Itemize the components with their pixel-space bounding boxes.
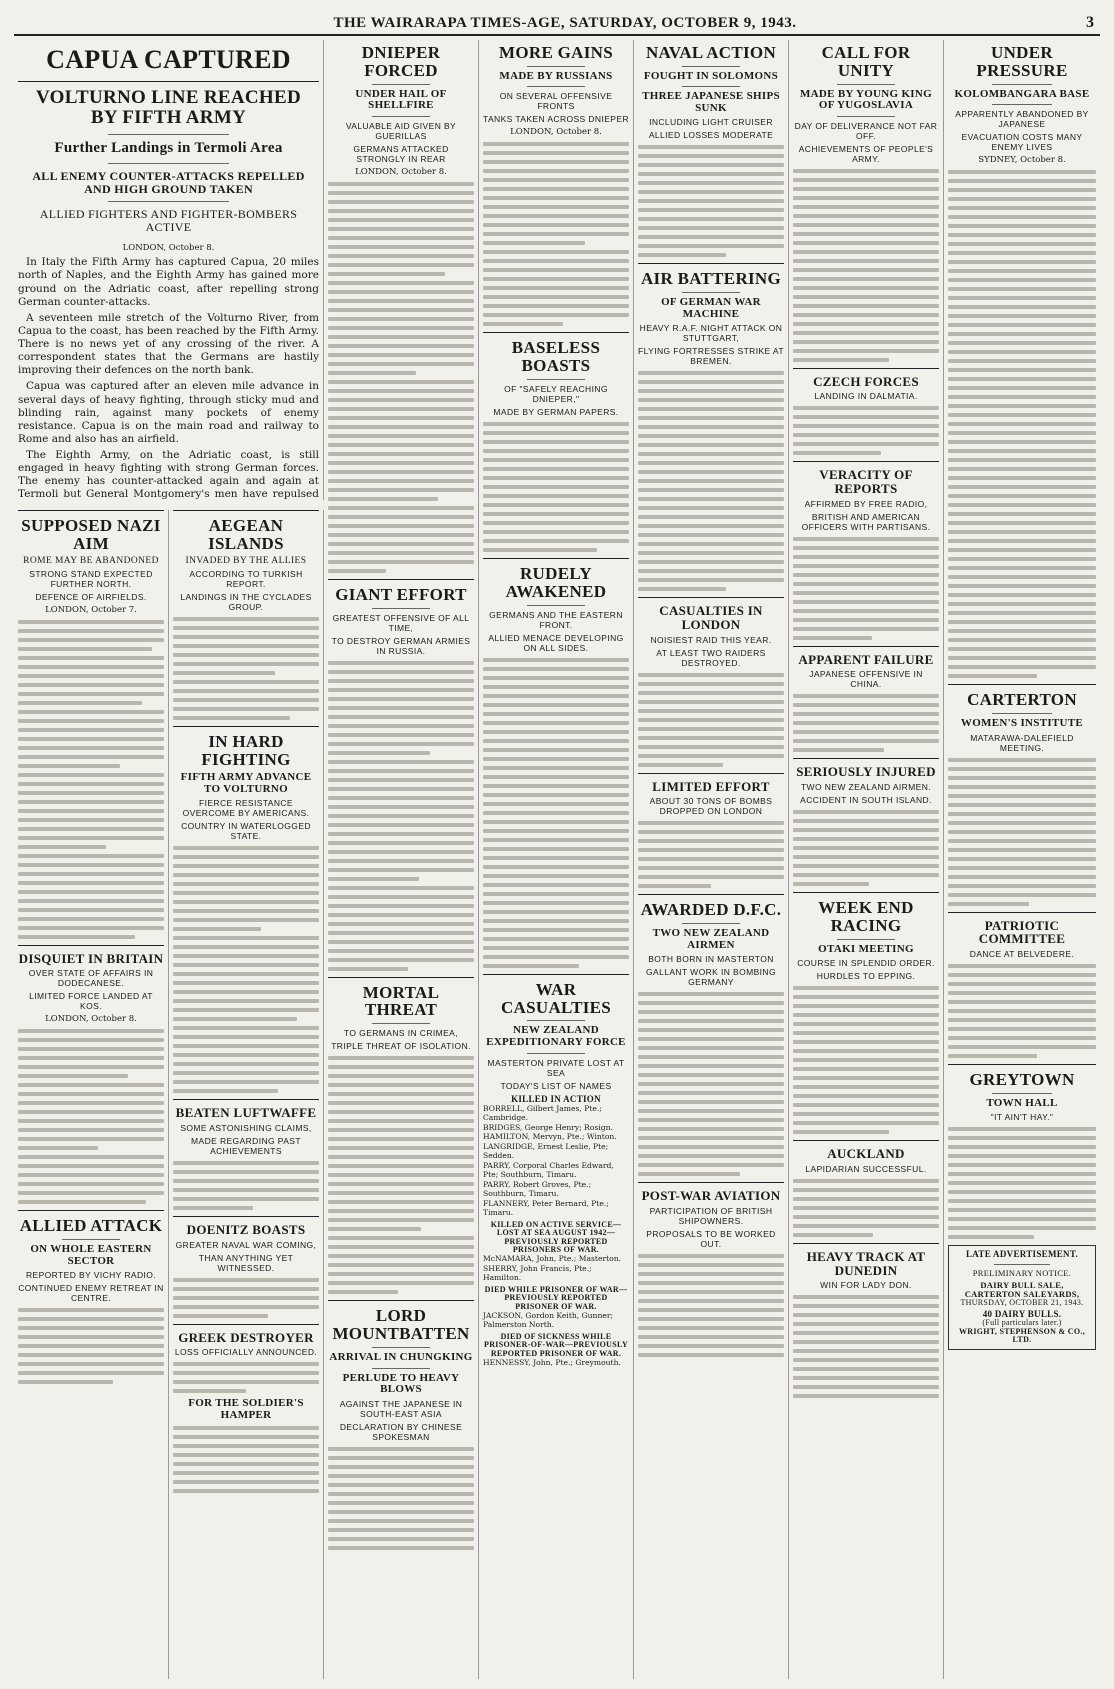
column-3 <box>324 40 479 1679</box>
subheadline: "IT AIN'T HAY." <box>990 1112 1054 1123</box>
subheadline: PARTICIPATION OF BRITISH SHIPOWNERS. <box>649 1205 773 1226</box>
subheadline: FLYING FORTRESSES STRIKE AT BREMEN. <box>638 346 784 367</box>
headline: WAR CASUALTIES <box>500 979 612 1017</box>
headline: WEEK END RACING <box>818 897 914 935</box>
article-text <box>18 620 164 939</box>
headline: CALL FOR UNITY <box>821 43 911 80</box>
subheadline: TWO NEW ZEALAND AIRMEN. <box>800 781 932 792</box>
subheadline: INCLUDING LIGHT CRUISER <box>649 117 773 128</box>
headline: CARTERTON <box>967 690 1077 710</box>
subheadline: REPORTED BY VICHY RADIO. <box>25 1270 157 1281</box>
article-text <box>173 846 319 1093</box>
subheadline: AFFIRMED BY FREE RADIO, <box>804 498 928 509</box>
subheadline: GERMANS AND THE EASTERN FRONT. <box>489 609 623 630</box>
lead-deck2: Further Landings in Termoli Area <box>54 140 283 157</box>
ad-title: LATE ADVERTISEMENT. <box>965 1249 1079 1260</box>
subheadline: MADE REGARDING PAST ACHIEVEMENTS <box>191 1136 301 1157</box>
article-text <box>948 758 1096 906</box>
article-text <box>173 1426 319 1493</box>
subheadline: FOUGHT IN SOLOMONS <box>643 69 779 82</box>
headline: AEGEAN ISLANDS <box>208 516 284 553</box>
subheadline: STRONG STAND EXPECTED FURTHER NORTH. <box>29 568 153 589</box>
subheadline: OVER STATE OF AFFAIRS IN DODECANESE. <box>28 968 154 989</box>
ad-subtitle: PRELIMINARY NOTICE. <box>972 1267 1072 1278</box>
headline: AUCKLAND <box>827 1146 905 1162</box>
casualty-name: McNAMARA, John, Pte.; Masterton. <box>483 1254 622 1264</box>
subheadline: WIN FOR LADY DON. <box>820 1280 912 1291</box>
article-text <box>948 964 1096 1058</box>
article-text <box>638 673 784 767</box>
subheadline: FIERCE RESISTANCE OVERCOME BY AMERICANS. <box>182 798 310 819</box>
headline: CASUALTIES IN LONDON <box>659 603 763 633</box>
lead-para: Capua was captured after an eleven mile advance in several days of heavy fighting, through sticky mud and blinding rain, against many pockets of enemy resistance. Capua is on the main road and railway to Rome and also has an airfield. <box>18 380 319 445</box>
subheadline: UNDER HAIL OF SHELLFIRE <box>355 87 447 112</box>
dateline: SYDNEY, October 8. <box>978 155 1066 166</box>
masthead-title: THE WAIRARAPA TIMES-AGE, SATURDAY, OCTOBER 9, 1943. <box>333 15 797 31</box>
ad-line: DAIRY BULL SALE, <box>980 1279 1064 1290</box>
subheadline: OF "SAFELY REACHING DNIEPER," <box>504 384 608 405</box>
subheadline: PERLUDE TO HEAVY BLOWS <box>342 1371 460 1396</box>
subheadline: HURDLES TO EPPING. <box>816 971 916 982</box>
headline: DNIEPER FORCED <box>361 43 441 80</box>
subheadline: MASTERTON PRIVATE LOST AT SEA <box>487 1057 625 1078</box>
subheadline: LANDING IN DALMATIA. <box>814 391 918 402</box>
article-text <box>793 406 939 455</box>
casualty-heading: KILLED ON ACTIVE SERVICE— LOST AT SEA AUGUST 1942— PREVIOUSLY REPORTED PRISONERS OF WAR. <box>490 1219 622 1254</box>
subheadline: WOMEN'S INSTITUTE <box>960 717 1084 730</box>
headline: HEAVY TRACK AT DUNEDIN <box>806 1248 926 1278</box>
subheadline: TRIPLE THREAT OF ISOLATION. <box>331 1041 471 1052</box>
article-text <box>793 537 939 640</box>
headline: SUPPOSED NAZI AIM <box>21 516 161 553</box>
casualty-name: LANGRIDGE, Ernest Leslie, Pte; Sedden. <box>483 1141 609 1161</box>
headline: AIR BATTERING <box>640 269 782 289</box>
subheadline: BOTH BORN IN MASTERTON <box>648 954 774 965</box>
subheadline: COUNTRY IN WATERLOGGED STATE. <box>181 821 311 842</box>
subheadline: THAN ANYTHING YET WITNESSED. <box>198 1252 294 1273</box>
casualty-name: SHERRY, John Francis, Pte.; Hamilton. <box>483 1263 592 1283</box>
casualty-name: FLANNERY, Peter Bernard, Pte.; Timaru. <box>483 1198 609 1218</box>
page-number: 3 <box>1086 14 1094 31</box>
subheadline: TODAY'S LIST OF NAMES <box>500 1080 612 1091</box>
column-6 <box>789 40 944 1679</box>
subheadline: MADE BY RUSSIANS <box>499 69 613 82</box>
ad-line: WRIGHT, STEPHENSON & CO., LTD. <box>958 1326 1086 1345</box>
article-text <box>328 661 474 971</box>
casualty-name: HENNESSY, John, Pte.; Greymouth. <box>483 1358 621 1368</box>
headline: ALLIED ATTACK <box>19 1216 163 1236</box>
ad-line: CARTERTON SALEYARDS, <box>964 1288 1080 1299</box>
headline: GIANT EFFORT <box>335 584 467 604</box>
headline: POST-WAR AVIATION <box>641 1188 781 1204</box>
article-text <box>173 1161 319 1210</box>
subheadline: MATARAWA-DALEFIELD MEETING. <box>970 732 1074 753</box>
headline: GREYTOWN <box>969 1069 1075 1089</box>
subheadline: ON SEVERAL OFFENSIVE FRONTS <box>499 91 613 112</box>
casualty-heading: KILLED IN ACTION <box>511 1093 601 1104</box>
column-2 <box>169 510 324 1679</box>
casualty-name: PARRY, Robert Groves, Pte.; Southburn, Timaru. <box>483 1179 592 1199</box>
headline: GREEK DESTROYER <box>178 1329 314 1345</box>
article-text <box>638 371 784 591</box>
subheadline: FOR THE SOLDIER'S HAMPER <box>188 1397 304 1421</box>
ad-line: THURSDAY, OCTOBER 21, 1943. <box>960 1297 1084 1307</box>
article-text <box>18 1029 164 1204</box>
article-text <box>793 694 939 752</box>
subheadline: TO GERMANS IN CRIMEA, <box>343 1028 459 1039</box>
dateline: LONDON, October 7. <box>45 604 137 615</box>
subheadline: GREATEST OFFENSIVE OF ALL TIME, <box>332 612 470 633</box>
subheadline: DECLARATION BY CHINESE SPOKESMAN <box>339 1421 463 1442</box>
subheadline: ABOUT 30 TONS OF BOMBS DROPPED ON LONDON <box>649 796 773 817</box>
article-text <box>793 169 939 362</box>
casualty-name: PARRY, Corporal Charles Edward, Pte; Southburn, Timaru. <box>483 1160 614 1180</box>
ad-line: (Full particulars later.) <box>982 1318 1062 1328</box>
subheadline: OF GERMAN WAR MACHINE <box>661 296 761 320</box>
subheadline: COURSE IN SPLENDID ORDER. <box>797 958 935 969</box>
headline: MORE GAINS <box>499 43 613 62</box>
article-text <box>483 422 629 552</box>
subheadline: GALLANT WORK IN BOMBING GERMANY <box>646 967 776 988</box>
dateline: LONDON, October 8. <box>510 127 602 138</box>
subheadline: DEFENCE OF AIRFIELDS. <box>35 591 147 602</box>
casualty-name: BORRELL, Gilbert James, Pte.; Cambridge. <box>483 1103 602 1123</box>
subheadline: ACCORDING TO TURKISH REPORT. <box>189 568 303 589</box>
subheadline: NEW ZEALAND EXPEDITIONARY FORCE <box>486 1024 626 1048</box>
column-4 <box>479 40 634 1679</box>
casualty-name: HAMILTON, Mervyn, Pte.; Winton. <box>483 1132 617 1142</box>
headline: SERIOUSLY INJURED <box>796 764 936 780</box>
headline: APPARENT FAILURE <box>798 651 934 667</box>
subheadline: LOSS OFFICIALLY ANNOUNCED. <box>174 1347 318 1358</box>
headline: AWARDED D.F.C. <box>640 900 782 920</box>
subheadline: AT LEAST TWO RAIDERS DESTROYED. <box>656 647 766 668</box>
column-7 <box>944 40 1100 1679</box>
lead-para: The Eighth Army, on the Adriatic coast, is still engaged in heavy fighting with strong German forces. The enemy has counter-attacked again and again at Termoli but General Montgomery's men have repulsed <box>18 449 319 500</box>
subheadline: GREATER NAVAL WAR COMING, <box>175 1239 317 1250</box>
article-text <box>948 1127 1096 1239</box>
casualty-name: BRIDGES, George Henry; Rosign. <box>483 1122 613 1132</box>
headline: DOENITZ BOASTS <box>186 1222 306 1238</box>
article-text <box>793 1295 939 1398</box>
column-5 <box>634 40 789 1679</box>
subheadline: EVACUATION COSTS MANY ENEMY LIVES <box>961 132 1083 153</box>
subheadline: DAY OF DELIVERANCE NOT FAR OFF. <box>794 120 938 141</box>
subheadline: VALUABLE AID GIVEN BY GUERILLAS <box>345 120 457 141</box>
ad-line: 40 DAIRY BULLS. <box>982 1308 1062 1319</box>
lead-deck1: VOLTURNO LINE REACHED BY FIFTH ARMY <box>36 87 301 129</box>
subheadline: PROPOSALS TO BE WORKED OUT. <box>646 1228 776 1249</box>
article-text <box>18 1308 164 1384</box>
casualty-heading: DIED OF SICKNESS WHILE PRISONER-OF-WAR—PREVIOUSLY REPORTED PRISONER OF WAR. <box>484 1331 628 1358</box>
subheadline: LANDINGS IN THE CYCLADES GROUP. <box>180 591 312 612</box>
subheadline: MADE BY YOUNG KING OF YUGOSLAVIA <box>799 87 932 112</box>
article-text <box>328 1447 474 1550</box>
article-text <box>173 617 319 720</box>
headline: BEATEN LUFTWAFFE <box>175 1105 317 1121</box>
lead-para: In Italy the Fifth Army has captured Capua, 20 miles north of Naples, and the Eighth Army has gained more ground on the Adriatic coast, after repelling strong German counter-attacks. <box>18 256 319 308</box>
article-text <box>638 821 784 888</box>
subheadline: ALLIED LOSSES MODERATE <box>648 130 774 141</box>
article-text <box>948 170 1096 678</box>
headline: RUDELY AWAKENED <box>505 564 607 601</box>
column-grid <box>14 40 1100 1679</box>
subheadline: AGAINST THE JAPANESE IN SOUTH-EAST ASIA <box>339 1398 463 1419</box>
article-text <box>793 986 939 1134</box>
headline: DISQUIET IN BRITAIN <box>18 950 164 966</box>
dateline: LONDON, October 8. <box>355 166 447 177</box>
headline: IN HARD FIGHTING <box>201 731 291 769</box>
subheadline: JAPANESE OFFENSIVE IN CHINA. <box>809 669 923 690</box>
subheadline: GERMANS ATTACKED STRONGLY IN REAR <box>353 143 449 164</box>
lead-headline: CAPUA CAPTURED <box>46 45 291 74</box>
subheadline: KOLOMBANGARA BASE <box>954 87 1090 100</box>
subheadline: MADE BY GERMAN PAPERS. <box>493 407 619 418</box>
lead-deck4: ALLIED FIGHTERS AND FIGHTER-BOMBERS ACTIVE <box>39 207 298 234</box>
lead-deck3: ALL ENEMY COUNTER-ATTACKS REPELLED AND HIGH GROUND TAKEN <box>32 168 305 196</box>
advertisement <box>948 1245 1096 1349</box>
subheadline: INVADED BY THE ALLIES <box>185 555 307 566</box>
subheadline: THREE JAPANESE SHIPS SUNK <box>642 90 780 114</box>
masthead <box>14 10 1100 36</box>
subheadline: OTAKI MEETING <box>818 942 914 955</box>
subheadline: ON WHOLE EASTERN SECTOR <box>30 1243 152 1267</box>
subheadline: ALLIED MENACE DEVELOPING ON ALL SIDES. <box>488 632 624 653</box>
lead-para: A seventeen mile stretch of the Volturno River, from Capua to the coast, has been reached by the Fifth Army. There is no news yet of any crossing of the river. A correspondent states that the Germans are hastily improving their defences on the north bank. <box>18 311 319 377</box>
article-text <box>328 1056 474 1294</box>
subheadline: APPARENTLY ABANDONED BY JAPANESE <box>955 109 1089 130</box>
article-text <box>173 1362 319 1393</box>
article-text <box>793 810 939 886</box>
headline: PATRIOTIC COMMITTEE <box>978 917 1066 947</box>
dateline: LONDON, October 8. <box>45 1014 137 1025</box>
subheadline: HEAVY R.A.F. NIGHT ATTACK ON STUTTGART, <box>639 323 783 344</box>
subheadline: TOWN HALL <box>986 1096 1058 1109</box>
casualty-name: JACKSON, Gordon Keith, Gunner; Palmerston North. <box>483 1310 614 1330</box>
article-text <box>793 1179 939 1237</box>
subheadline: ARRIVAL IN CHUNGKING <box>329 1351 473 1363</box>
subheadline: ACCIDENT IN SOUTH ISLAND. <box>800 794 932 805</box>
article-text <box>328 182 474 573</box>
subheadline: LIMITED FORCE LANDED AT KOS. <box>29 991 153 1012</box>
article-text <box>483 658 629 968</box>
subheadline: NOISIEST RAID THIS YEAR. <box>650 634 772 645</box>
subheadline: ROME MAY BE ABANDONED <box>23 555 159 566</box>
headline: MORTAL THREAT <box>362 982 440 1020</box>
headline: VERACITY OF REPORTS <box>819 467 913 497</box>
subheadline: DANCE AT BELVEDERE. <box>969 948 1075 959</box>
article-text <box>638 145 784 257</box>
casualty-heading: DIED WHILE PRISONER OF WAR— PREVIOUSLY REPORTED PRISONER OF WAR. <box>484 1284 628 1311</box>
article-text <box>638 1254 784 1357</box>
subheadline: ACHIEVEMENTS OF PEOPLE'S ARMY. <box>798 143 934 164</box>
headline: LORD MOUNTBATTEN <box>332 1306 470 1344</box>
headline: CZECH FORCES <box>813 373 919 389</box>
subheadline: TWO NEW ZEALAND AIRMEN <box>652 927 770 951</box>
article-text <box>483 142 629 326</box>
headline: NAVAL ACTION <box>645 43 777 62</box>
headline: BASELESS BOASTS <box>511 338 601 376</box>
subheadline: BRITISH AND AMERICAN OFFICERS WITH PARTISANS. <box>801 511 931 532</box>
lead-dateline: LONDON, October 8. <box>122 243 215 254</box>
lead-story <box>14 40 324 500</box>
headline: UNDER PRESSURE <box>976 43 1068 80</box>
subheadline: TANKS TAKEN ACROSS DNIEPER <box>483 114 629 125</box>
column-1 <box>14 510 169 1679</box>
headline: LIMITED EFFORT <box>652 778 770 794</box>
subheadline: LAPIDARIAN SUCCESSFUL. <box>805 1163 927 1174</box>
subheadline: TO DESTROY GERMAN ARMIES IN RUSSIA. <box>331 635 471 656</box>
subheadline: FIFTH ARMY ADVANCE TO VOLTURNO <box>180 771 312 795</box>
subheadline: CONTINUED ENEMY RETREAT IN CENTRE. <box>18 1283 164 1304</box>
article-text <box>638 992 784 1176</box>
article-text <box>173 1278 319 1318</box>
subheadline: SOME ASTONISHING CLAIMS, <box>180 1123 312 1134</box>
